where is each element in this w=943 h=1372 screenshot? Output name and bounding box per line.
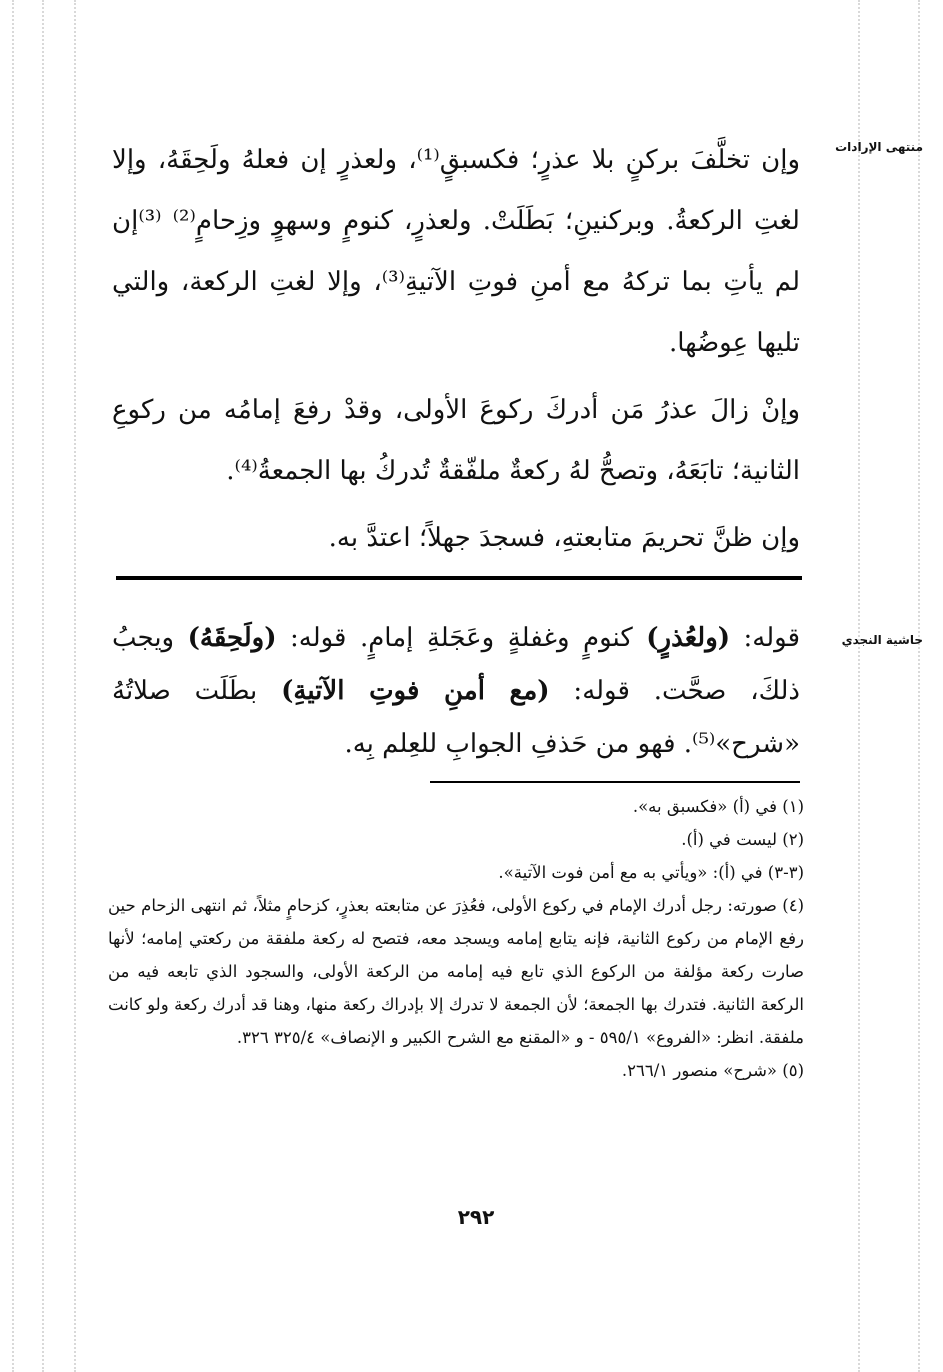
footnote-1: (١) في (أ) «فكسبق به». xyxy=(632,797,804,816)
scan-dotted-line xyxy=(858,0,860,1372)
main-paragraph-3: وإن ظنَّ تحريمَ متابعتهِ، فسجدَ جهلاً؛ اعتدَّ به. xyxy=(328,523,800,553)
hashiya-keyword-2: (ولَحِقَهُ) xyxy=(187,623,277,653)
hashiya-text-3: ويجبُ ذلكَ، صحَّت. قوله: xyxy=(112,623,800,706)
hashiya-text-1: قوله: xyxy=(730,623,801,653)
hashiya-keyword-3: (مع أمنِ فوتِ الآتيةِ) xyxy=(281,676,550,706)
hashiya-paragraph xyxy=(112,612,800,771)
main-paragraph-1: وإن تخلَّفَ بركنٍ بلا عذرٍ؛ فكسبقٍ⁽¹⁾، ولعذرٍ إن فعلهُ ولَحِقَهُ، وإلا لغتِ الركعةُ. وبركنينِ؛ بَطَلَتْ. ولعذرٍ، كنومٍ وسهوٍ وزِحامٍ⁽²⁾ ⁽³⁾إن لم يأتِ بما تركهُ مع أمنِ فوتِ الآتيةِ⁽³⁾، وإلا لغتِ الركعة، والتي تليها عِوضُها. xyxy=(112,145,800,358)
side-label-muntaha: منتهى الإرادات xyxy=(835,140,923,154)
hashiya-keyword-1: (ولعُذرٍ) xyxy=(646,623,731,653)
footnote-2: (٢) ليست في (أ). xyxy=(681,830,804,849)
side-label-hashiya: حاشية النجدي xyxy=(841,633,923,647)
footnote-5: (٥) «شرح» منصور ٢٦٦/١. xyxy=(621,1061,804,1080)
scan-dotted-line xyxy=(74,0,76,1372)
main-paragraph-2: وإنْ زالَ عذرُ مَن أدركَ ركوعَ الأولى، وقدْ رفعَ إمامُه من ركوعِ الثانية؛ تابَعَهُ، وتصحُّ لهُ ركعةٌ ملفّقةٌ تُدركُ بها الجمعةُ⁽⁴⁾. xyxy=(112,395,800,486)
hashiya-text-2: كنومٍ وغفلةٍ وعَجَلةِ إمامٍ. قوله: xyxy=(276,623,647,653)
main-text xyxy=(112,130,800,569)
footnote-4: (٤) صورته: رجل أدرك الإمام في ركوع الأولى، فعُذِرَ عن متابعته بعذرٍ، كزحامٍ مثلاً، ثم انتهى الزحام حين رفع الإمام من ركوع الثانية، فإنه يتابع إمامه ويسجد معه، فتصح له ركعة ملفقة من ركعتي إمامه؛ لأنها صارت ركعة مؤلفة من الركوع الذي تابع فيه إمامه من الركعة الأولى، والسجود الذي تابعه فيه من الركعة الثانية. فتدرك بها الجمعة؛ لأن الجمعة لا تدرك إلا بإدراك ركعة منها، وهنا قد أدرك ركعة ولو كانت ملفقة. انظر: «الفروع» ٥٩٥/١ - و «المقنع مع الشرح الكبير و الإنصاف» ٣٢٥/٤ ٣٢٦. xyxy=(108,896,804,1047)
hashiya-text-4: بطَلَت صلاتُهُ «شرح»⁽⁵⁾. فهو من حَذفِ الجوابِ للعِلم بِه. xyxy=(112,676,800,759)
page-number: ٢٩٢ xyxy=(457,1205,495,1229)
hashiya-text xyxy=(112,612,800,771)
footnote-divider xyxy=(430,781,800,783)
section-divider xyxy=(116,576,802,580)
scan-dotted-line xyxy=(918,0,920,1372)
scan-dotted-line xyxy=(42,0,44,1372)
footnotes xyxy=(108,790,804,1087)
scan-dotted-line xyxy=(12,0,14,1372)
footnote-3: (٣-٣) في (أ): «ويأتي به مع أمن فوت الآتية». xyxy=(498,863,804,882)
